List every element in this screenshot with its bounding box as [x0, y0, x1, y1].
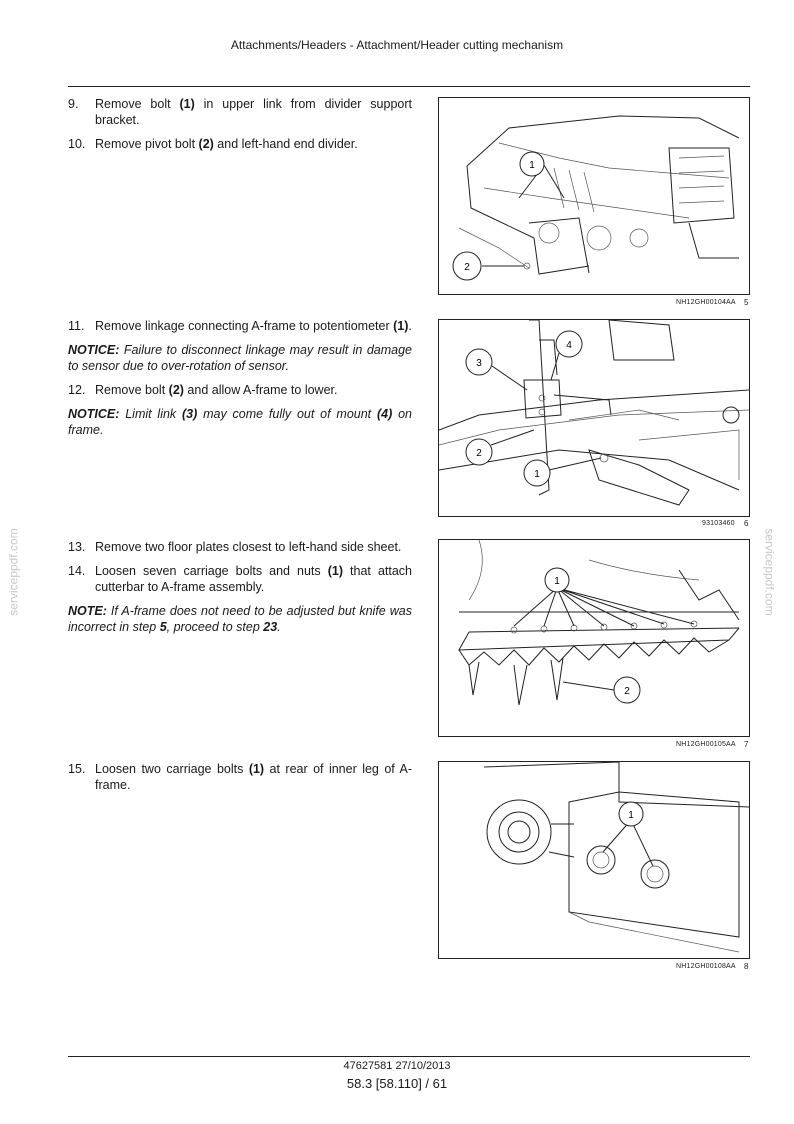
step-number: 14.: [68, 564, 86, 578]
notice-sensor: [68, 342, 412, 374]
notice-label: NOTICE:: [68, 407, 120, 421]
notice-limit-link: [68, 406, 412, 438]
illustration-a-frame-linkage: [439, 320, 749, 516]
figure-callout-2: [614, 677, 640, 703]
figure-callout-1: [619, 802, 643, 826]
callout-ref: (1): [327, 564, 343, 578]
notice-text: .: [277, 620, 281, 634]
step-11: [68, 318, 412, 334]
callout-number: 3: [476, 358, 482, 369]
footer-document-id: 47627581 27/10/2013: [343, 1060, 451, 1072]
figure-callout-1: [520, 152, 544, 176]
notice-text: on frame.: [68, 407, 412, 437]
footer-page-number: 58.3 [58.110] / 61: [346, 1076, 448, 1091]
step-12: [68, 382, 412, 398]
callout-ref: (2): [168, 383, 184, 397]
figure-callout-3: [466, 349, 492, 375]
watermark-left: serviceppdf.com: [6, 528, 21, 616]
step-number: 10.: [68, 137, 86, 151]
callout-number: 1: [529, 160, 535, 171]
figure-number: 5: [744, 298, 749, 307]
figure-number: 7: [744, 740, 749, 749]
callout-ref: (2): [198, 137, 214, 151]
figure-callout-2: [466, 439, 492, 465]
step-number: 13.: [68, 540, 86, 554]
step-9: [68, 96, 412, 128]
figure-callout-1: [545, 568, 569, 592]
figure-code: NH12GH00104AA: [676, 299, 736, 306]
step-number: 9.: [68, 97, 79, 111]
step-text: Remove two floor plates closest to left-hand side sheet.: [95, 540, 402, 554]
callout-number: 2: [476, 448, 482, 459]
step-text: Loosen seven carriage bolts and nuts: [95, 564, 328, 578]
step-text: Remove linkage connecting A-frame to potentiometer: [95, 319, 394, 333]
step-number: 11.: [68, 319, 85, 333]
callout-number: 2: [624, 686, 630, 697]
step-text: .: [408, 319, 412, 333]
callout-ref: (1): [393, 319, 409, 333]
step-text: and allow A-frame to lower.: [183, 383, 338, 397]
notice-text: If A-frame does not need to be adjusted but knife was incorrect in step: [68, 604, 412, 634]
figure-code: 93103460: [702, 520, 735, 527]
callout-ref: 23: [263, 620, 278, 634]
illustration-cutterbar-bolts: [439, 540, 749, 736]
step-text: that attach cutterbar to A-frame assembly.: [95, 564, 412, 594]
step-13: [68, 539, 412, 555]
notice-text: Failure to disconnect linkage may result in damage to sensor due to over-rotation of sensor.: [68, 343, 412, 373]
callout-number: 2: [464, 262, 470, 273]
step-number: 12.: [68, 383, 86, 397]
callout-ref: (4): [376, 407, 393, 421]
notice-text: may come fully out of mount: [197, 407, 377, 421]
figure-6-a-frame-linkage: [438, 319, 750, 517]
step-text: Loosen two carriage bolts: [95, 762, 249, 776]
header-rule: [68, 86, 750, 87]
figure-7-cutterbar-bolts: [438, 539, 750, 737]
notice-text: Limit link: [119, 407, 182, 421]
figure-number: 6: [744, 519, 749, 528]
step-15: [68, 761, 412, 793]
step-text: Remove pivot bolt: [95, 137, 199, 151]
illustration-inner-leg-bolts: [439, 762, 749, 958]
section-steps-9-10: [68, 96, 412, 160]
step-14: [68, 563, 412, 595]
step-text: Remove bolt: [95, 97, 180, 111]
callout-number: 1: [554, 576, 560, 587]
section-step-15: [68, 761, 412, 801]
figure-code: NH12GH00108AA: [676, 963, 736, 970]
section-steps-11-12: [68, 318, 412, 446]
figure-callout-1: [524, 460, 550, 486]
page-header-title: Attachments/Headers - Attachment/Header cutting mechanism: [230, 38, 564, 52]
figure-8-inner-leg-bolts: [438, 761, 750, 959]
figure-code: NH12GH00105AA: [676, 741, 736, 748]
step-number: 15.: [68, 762, 86, 776]
figure-callout-2: [453, 252, 481, 280]
callout-ref: (1): [179, 97, 195, 111]
callout-ref: (1): [248, 762, 265, 776]
notice-label: NOTICE:: [68, 343, 120, 357]
section-steps-13-14: [68, 539, 412, 643]
callout-ref: (3): [182, 407, 198, 421]
note-a-frame: [68, 603, 412, 635]
notice-text: , proceed to step: [166, 620, 264, 634]
step-text: Remove bolt: [95, 383, 169, 397]
step-text: at rear of inner leg of A-frame.: [95, 762, 412, 792]
callout-ref: 5: [159, 620, 167, 634]
step-text: and left-hand end divider.: [213, 137, 358, 151]
figure-number: 8: [744, 962, 749, 971]
footer-rule: [68, 1056, 750, 1057]
step-text: in upper link from divider support bracket.: [95, 97, 412, 127]
illustration-divider-bracket: [439, 98, 749, 294]
callout-number: 1: [534, 469, 540, 480]
notice-label: NOTE:: [68, 604, 107, 618]
callout-number: 1: [628, 810, 634, 821]
figure-5-divider-bracket: [438, 97, 750, 295]
figure-callout-4: [556, 331, 582, 357]
callout-number: 4: [566, 340, 572, 351]
step-10: [68, 136, 412, 152]
watermark-right: serviceppdf.com: [762, 528, 777, 616]
